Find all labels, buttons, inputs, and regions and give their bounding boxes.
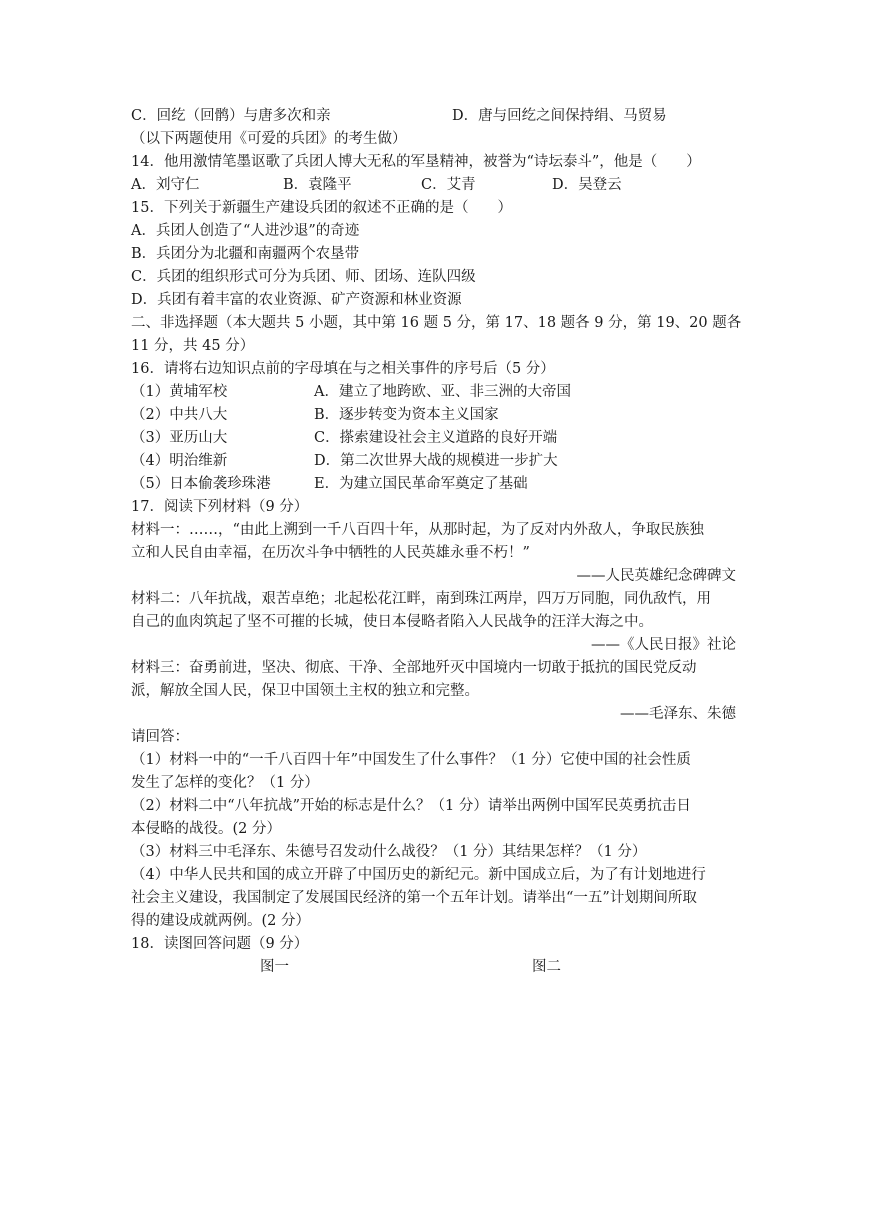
q17-sub3: （3）材料三中毛泽东、朱德号召发动什么战役？（1 分）其结果怎样？（1 分） — [131, 844, 647, 860]
figure-2-label: 图二 — [532, 959, 561, 975]
q17-material2-cont: 自己的血肉筑起了坚不可摧的长城，使日本侵略者陷入人民战争的汪洋大海之中。 — [131, 614, 653, 630]
q15-option-a: A．兵团人创造了“人进沙退”的奇迹 — [131, 223, 360, 239]
q14-option-b: B．袁隆平 — [283, 177, 352, 193]
q15-option-c: C．兵团的组织形式可分为兵团、师、团场、连队四级 — [131, 269, 476, 285]
q16-point-c: C．搽索建设社会主义道路的良好开端 — [314, 430, 558, 446]
q15-option-b: B．兵团分为北疆和南疆两个农垦带 — [131, 246, 360, 262]
q16-point-b: B．逐步转变为资本主义国家 — [314, 407, 499, 423]
q17-sub4-cont: 社会主义建设，我国制定了发展国民经济的第一个五年计划。请举出“一五”计划期间所取 — [131, 890, 697, 906]
q17-stem: 17．阅读下列材料（9 分） — [131, 499, 309, 515]
q17-sub2: （2）材料二中“八年抗战”开始的标志是什么？（1 分）请举出两例中国军民英勇抗击日 — [131, 798, 691, 814]
q17-material2: 材料二：八年抗战，艰苦卓绝；北起松花江畔，南到珠江两岸，四万万同胞，同仇敌忾，用 — [131, 591, 711, 607]
section2-heading: 二、非选择题（本大题共 5 小题，其中第 16 题 5 分，第 17、18 题各 9 分，第 19、20 题各 — [131, 315, 742, 331]
q17-material1-cont: 立和人民自由幸福，在历次斗争中牺牲的人民英雄永垂不朽！” — [131, 545, 530, 561]
q16-stem: 16．请将右边知识点前的字母填在与之相关事件的序号后（5 分） — [131, 361, 555, 377]
q17-ask: 请回答： — [131, 729, 189, 745]
q17-material3: 材料三：奋勇前进，坚决、彻底、干净、全部地歼灭中国境内一切敢于抵抗的国民党反动 — [131, 660, 697, 676]
q16-point-e: E．为建立国民革命军奠定了基础 — [314, 476, 528, 492]
q17-sub1: （1）材料一中的“一千八百四十年”中国发生了什么事件？（1 分）它使中国的社会性质 — [131, 752, 691, 768]
q17-material3-cont: 派，解放全国人民，保卫中国领土主权的独立和完整。 — [131, 683, 479, 699]
q14-stem: 14．他用激情笔墨讴歌了兵团人博大无私的军垦精神，被誉为“诗坛泰斗”，他是（ ） — [131, 154, 701, 170]
q17-material1-source: ——人民英雄纪念碑碑文 — [576, 568, 736, 584]
q16-event-2: （2）中共八大 — [131, 407, 228, 423]
q17-sub4-cont2: 得的建设成就两例。(2 分） — [131, 913, 310, 929]
q16-point-a: A．建立了地跨欧、亚、非三洲的大帝国 — [314, 384, 571, 400]
q17-material2-source: ——《人民日报》社论 — [591, 637, 736, 653]
q14-option-d: D．吴登云 — [552, 177, 622, 193]
figure-1-label: 图一 — [260, 959, 289, 975]
note-bingtuan: （以下两题使用《可爱的兵团》的考生做） — [131, 131, 407, 147]
q16-point-d: D．第二次世界大战的规模进一步扩大 — [314, 453, 558, 469]
q15-stem: 15．下列关于新疆生产建设兵团的叙述不正确的是（ ） — [131, 200, 512, 216]
q16-event-3: （3）亚历山大 — [131, 430, 228, 446]
q17-sub4: （4）中华人民共和国的成立开辟了中国历史的新纪元。新中国成立后，为了有计划地进行 — [131, 867, 706, 883]
q16-event-5: （5）日本偷袭珍珠港 — [131, 476, 271, 492]
q17-material1: 材料一：……，“由此上溯到一千八百四十年，从那时起，为了反对内外敌人，争取民族独 — [131, 522, 704, 538]
q13-option-d: D．唐与回纥之间保持绢、马贸易 — [452, 108, 667, 124]
q13-option-c: C．回纥（回鹘）与唐多次和亲 — [131, 108, 331, 124]
q18-stem: 18．读图回答问题（9 分） — [131, 936, 309, 952]
q14-option-a: A．刘守仁 — [131, 177, 200, 193]
q16-event-1: （1）黄埔军校 — [131, 384, 228, 400]
q17-material3-source: ——毛泽东、朱德 — [620, 706, 736, 722]
q17-sub2-cont: 本侵略的战役。(2 分） — [131, 821, 281, 837]
q17-sub1-cont: 发生了怎样的变化？（1 分） — [131, 775, 319, 791]
q14-option-c: C．艾青 — [421, 177, 476, 193]
q16-event-4: （4）明治维新 — [131, 453, 228, 469]
section2-heading-cont: 11 分，共 45 分） — [131, 338, 255, 354]
q15-option-d: D．兵团有着丰富的农业资源、矿产资源和林业资源 — [131, 292, 462, 308]
